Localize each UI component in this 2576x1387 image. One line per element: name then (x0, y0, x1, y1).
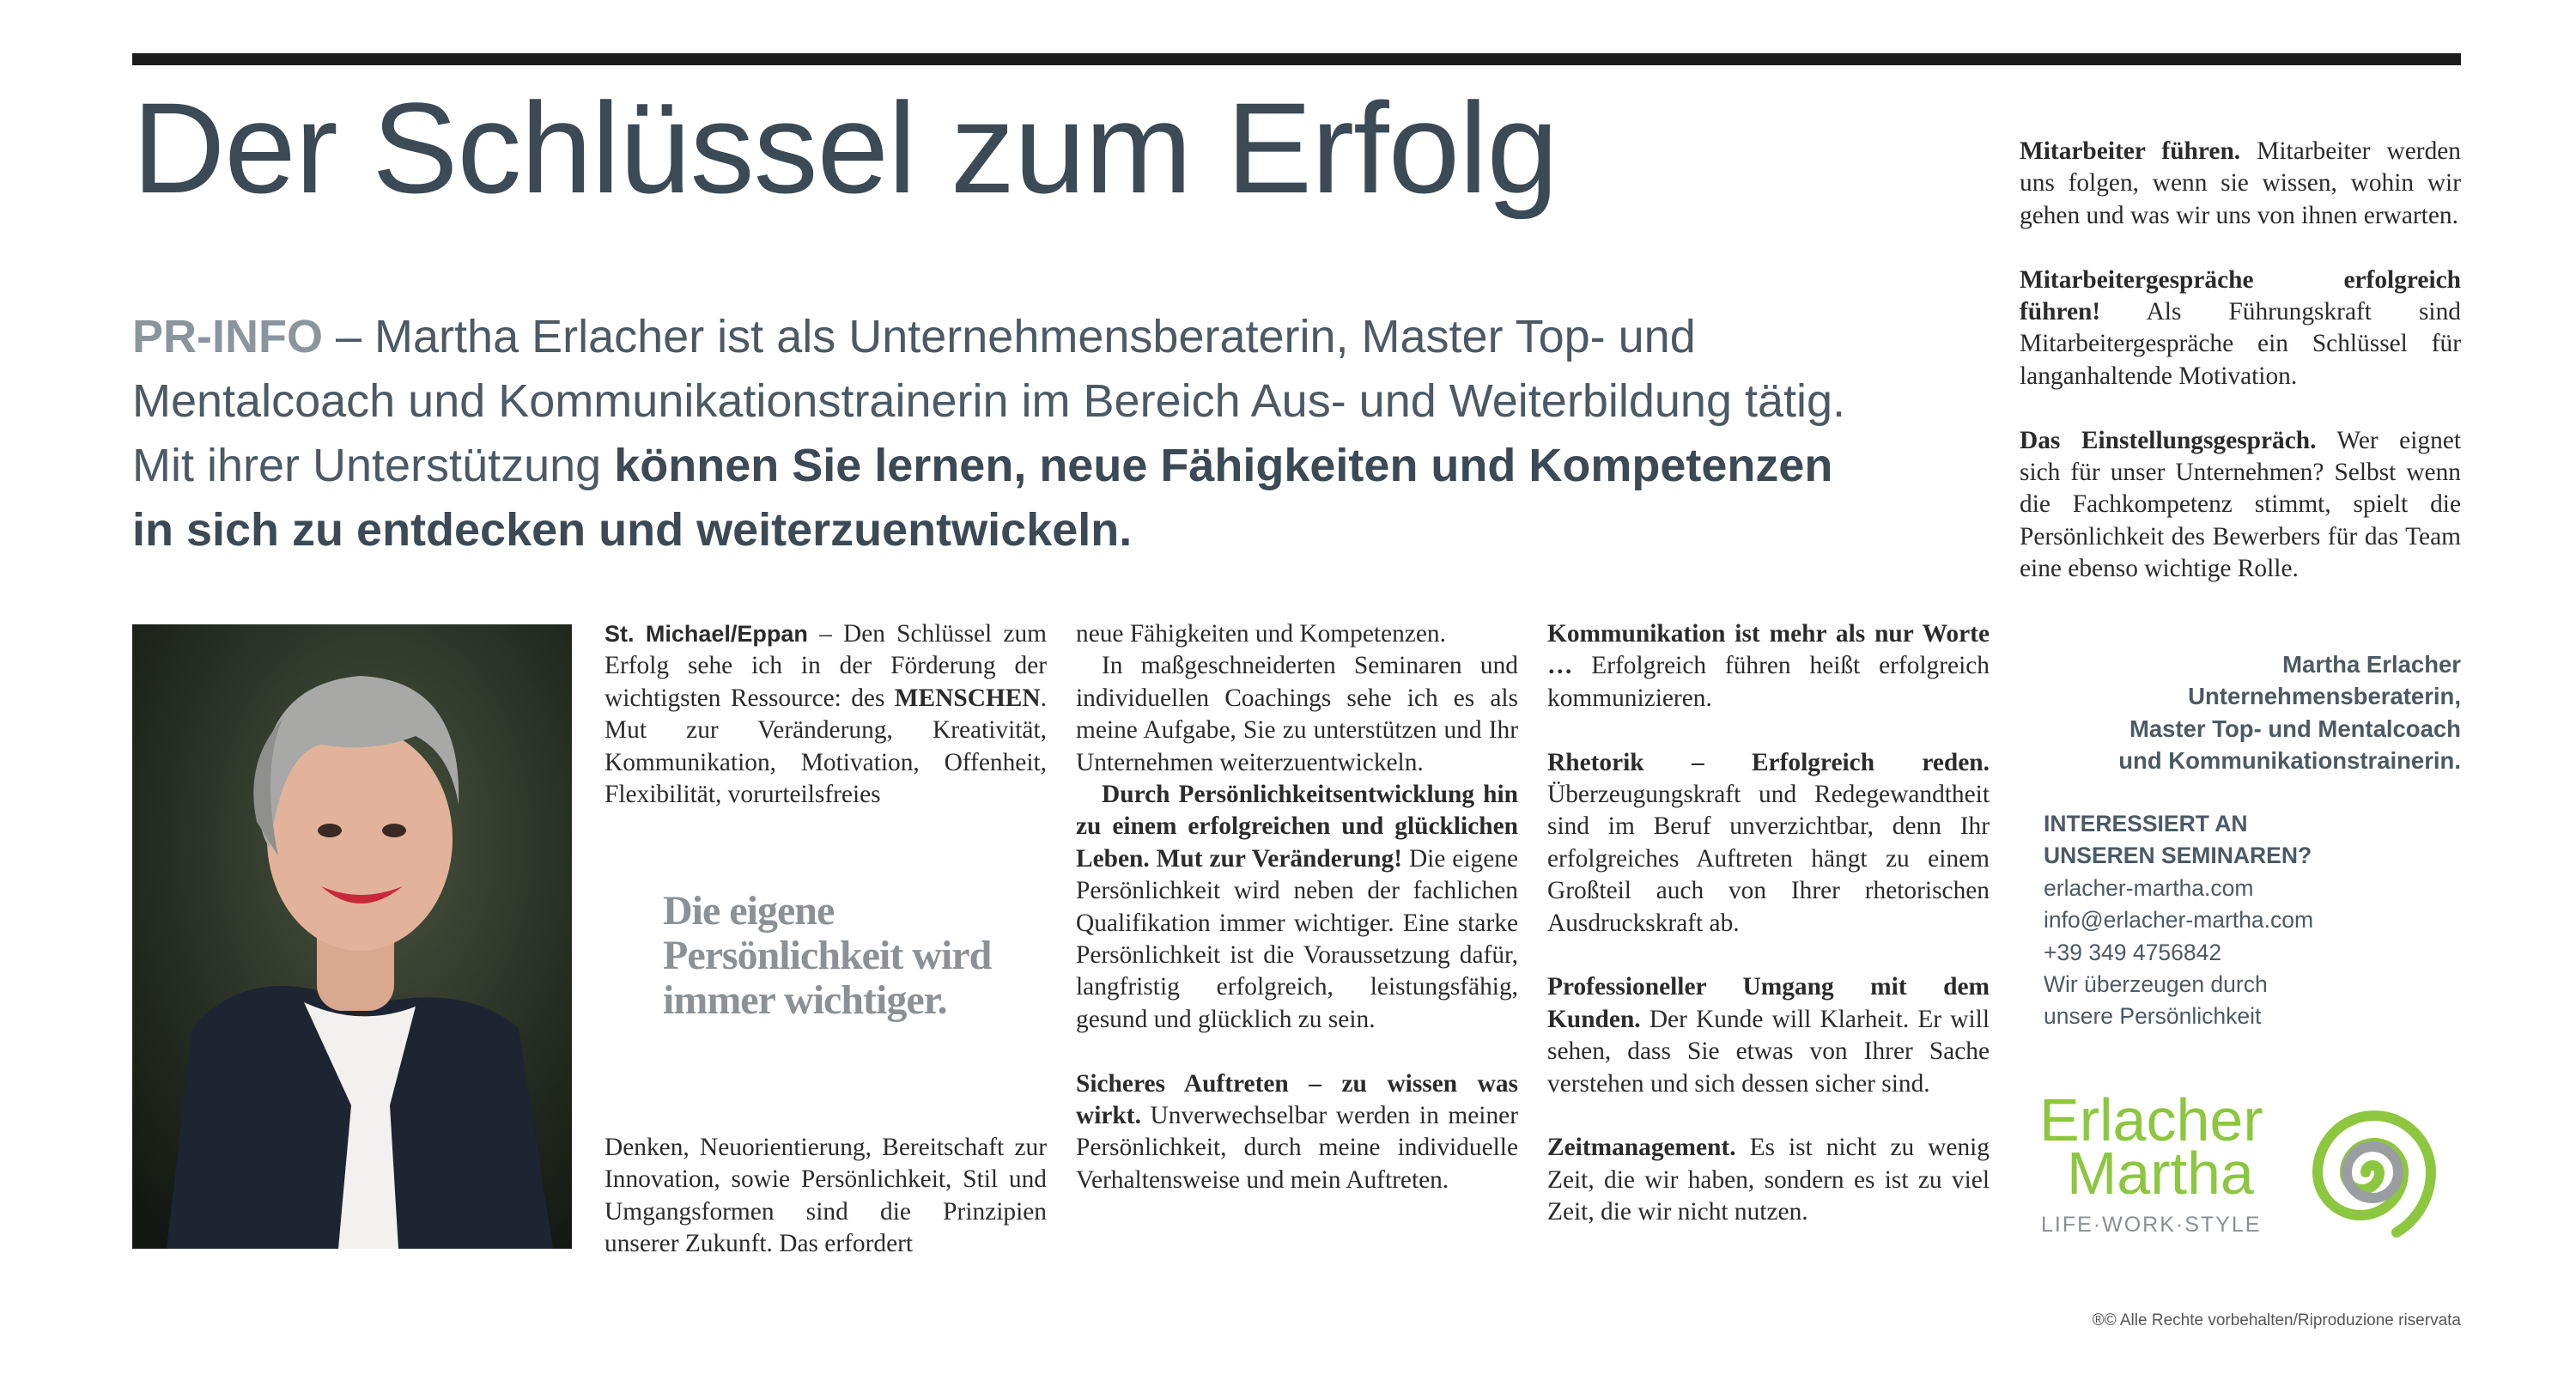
erlacher-martha-logo (2039, 1086, 2464, 1254)
col3-paragraph-1 (1547, 618, 1990, 715)
col2-paragraph-1: neue Fähigkeiten und Kompetenzen. (1076, 620, 1446, 648)
logo-line-1: Erlacher (2039, 1086, 2263, 1153)
col4-paragraph-3 (2020, 425, 2461, 586)
top-rule (132, 53, 2461, 65)
contact-phone: +39 349 4756842 (2044, 939, 2222, 965)
contact-box (2044, 808, 2456, 1033)
col1-paragraph-1 (605, 618, 1047, 811)
col2-bold-4: Sicheres Auftreten – zu wissen was wirkt. (1076, 1069, 1518, 1130)
col4-text-3: Wer eignet sich für unser Unternehmen? Selbst wenn die Fachkompetenz stimmt, spielt die Persönlichkeit des Bewerbers für das Team eine ebenso wichtige Rolle. (2020, 426, 2461, 583)
col4-text-1: Mitarbeiter werden uns folgen, wenn sie wissen, wohin wir gehen und was wir uns von ihnen erwarten. (2020, 137, 2462, 229)
pull-quote: Die eigene Persönlichkeit wird immer wichtiger. (663, 888, 992, 1023)
contact-slogan-1: Wir überzeugen durch (2044, 971, 2268, 998)
lead-bold: können Sie lernen, neue Fähigkeiten und Kompetenzen in sich zu entdecken und weiterzuentwickeln. (132, 440, 1833, 556)
col3-text-1: Erfolgreich führen heißt erfolgreich kommunizieren. (1547, 652, 1990, 712)
logo-tagline: LIFE·WORK·STYLE (2041, 1213, 2262, 1237)
col2-bold-3: Durch Persönlichkeitsentwicklung hin zu einem erfolgreichen und glücklichen Leben. Mut zur Veränderung! (1076, 781, 1518, 873)
contact-slogan-2: unsere Persönlichkeit (2044, 1003, 2262, 1030)
author-signature (2020, 648, 2461, 777)
col4-bold-2: Mitarbeitergespräche erfolgreich führen! (2020, 265, 2461, 326)
col1-text-a: – Den Schlüssel zum Erfolg sehe ich in der Förderung der wichtigsten Ressource: des (605, 620, 1048, 712)
article-column-2 (1076, 618, 1518, 1196)
headline: Der Schlüssel zum Erfolg (132, 76, 1558, 220)
author-title-3: und Kommunikationstrainerin. (2118, 747, 2461, 775)
col1-paragraph-2: Denken, Neuorientierung, Bereitschaft zur Innovation, sowie Persönlichkeit, Stil und Umgangsformen sind die Prinzipien unserer Zukunft. Das erfordert (605, 1134, 1047, 1258)
col4-bold-3: Das Einstellungsgespräch. (2020, 426, 2317, 454)
col3-paragraph-3 (1547, 971, 1990, 1100)
lead-text: – Martha Erlacher ist als Unternehmensberaterin, Master Top- und Mentalcoach und Kommunikationstrainerin im Bereich Aus- und Weiterbildung tätig. Mit ihrer Unterstützung (132, 311, 1846, 491)
col2-paragraph-3 (1076, 779, 1518, 1036)
col4-text-2: Als Führungskraft sind Mitarbeitergespräche ein Schlüssel für langanhaltende Motivation. (2020, 298, 2461, 390)
portrait-photo (132, 624, 572, 1249)
article-column-3 (1547, 618, 1990, 1229)
article-column-1 (605, 618, 1047, 811)
spiral-logo-icon (2287, 1091, 2458, 1254)
col3-bold-2: Rhetorik – Erfolgreich reden. (1547, 748, 1990, 776)
col4-paragraph-1 (2020, 136, 2461, 232)
col3-bold-1: Kommunikation ist mehr als nur Worte … (1547, 620, 1990, 680)
contact-website-link[interactable]: erlacher-martha.com (2044, 874, 2254, 901)
author-title-1: Unternehmensberaterin, (2188, 683, 2461, 710)
col1-caps: MENSCHEN (894, 684, 1041, 712)
col1-text-b: . Mut zur Veränderung, Kreativität, Kommunikation, Motivation, Offenheit, Flexibilität, vorurteilsfreies (605, 684, 1047, 809)
dateline: St. Michael/Eppan (605, 621, 808, 647)
lead-paragraph (132, 305, 1875, 563)
portrait-illustration (132, 624, 572, 1249)
contact-email-link[interactable]: info@erlacher-martha.com (2044, 907, 2314, 934)
contact-heading-1: INTERESSIERT AN (2044, 811, 2248, 836)
pr-info-tag: PR-INFO (132, 311, 323, 362)
author-title-2: Master Top- und Mentalcoach (2129, 715, 2461, 742)
article-column-4 (2020, 136, 2461, 617)
article-column-1-continued (605, 1132, 1047, 1261)
col3-bold-4: Zeitmanagement. (1547, 1134, 1736, 1162)
col3-text-3: Der Kunde will Klarheit. Er will sehen, dass Sie etwas von Ihrer Sache verstehen und sich dessen sicher sind. (1547, 1005, 1990, 1098)
author-name: Martha Erlacher (2282, 651, 2461, 678)
col3-text-2: Überzeugungskraft und Redegewandtheit sind im Beruf unverzichtbar, denn Ihr erfolgreiches Auftreten hängt zu einem Großteil auch von Ihrer rhetorischen Ausdruckskraft ab. (1547, 781, 1990, 937)
col4-bold-1: Mitarbeiter führen. (2020, 137, 2241, 165)
contact-heading-2: UNSEREN SEMINAREN? (2044, 843, 2312, 869)
col3-paragraph-2 (1547, 747, 1990, 940)
col3-paragraph-4 (1547, 1132, 1990, 1228)
col2-paragraph-4 (1076, 1068, 1518, 1197)
col2-paragraph-2: In maßgeschneiderten Seminaren und individuellen Coachings sehe ich es als meine Aufgabe, Sie zu unterstützen und Ihr Unternehmen weiterzuentwickeln. (1076, 652, 1518, 776)
copyright-notice: ®© Alle Rechte vorbehalten/Riproduzione riservata (2092, 1311, 2461, 1329)
col3-bold-3: Professioneller Umgang mit dem Kunden. (1547, 973, 1990, 1033)
col2-text-3: Die eigene Persönlichkeit wird neben der fachlichen Qualifikation immer wichtiger. Eine starke Persönlichkeit ist die Voraussetzung dafür, langfristig erfolgreich, leistungsfähig, gesund und glücklich zu sein. (1076, 844, 1518, 1033)
col2-text-4: Unverwechselbar werden in meiner Persönlichkeit, durch meine individuelle Verhaltensweise und mein Auftreten. (1076, 1102, 1518, 1194)
logo-line-2: Martha (2067, 1140, 2254, 1207)
col3-text-4: Es ist nicht zu wenig Zeit, die wir haben, sondern es ist zu viel Zeit, die wir nicht nutzen. (1547, 1134, 1990, 1226)
col4-paragraph-2 (2020, 265, 2461, 393)
